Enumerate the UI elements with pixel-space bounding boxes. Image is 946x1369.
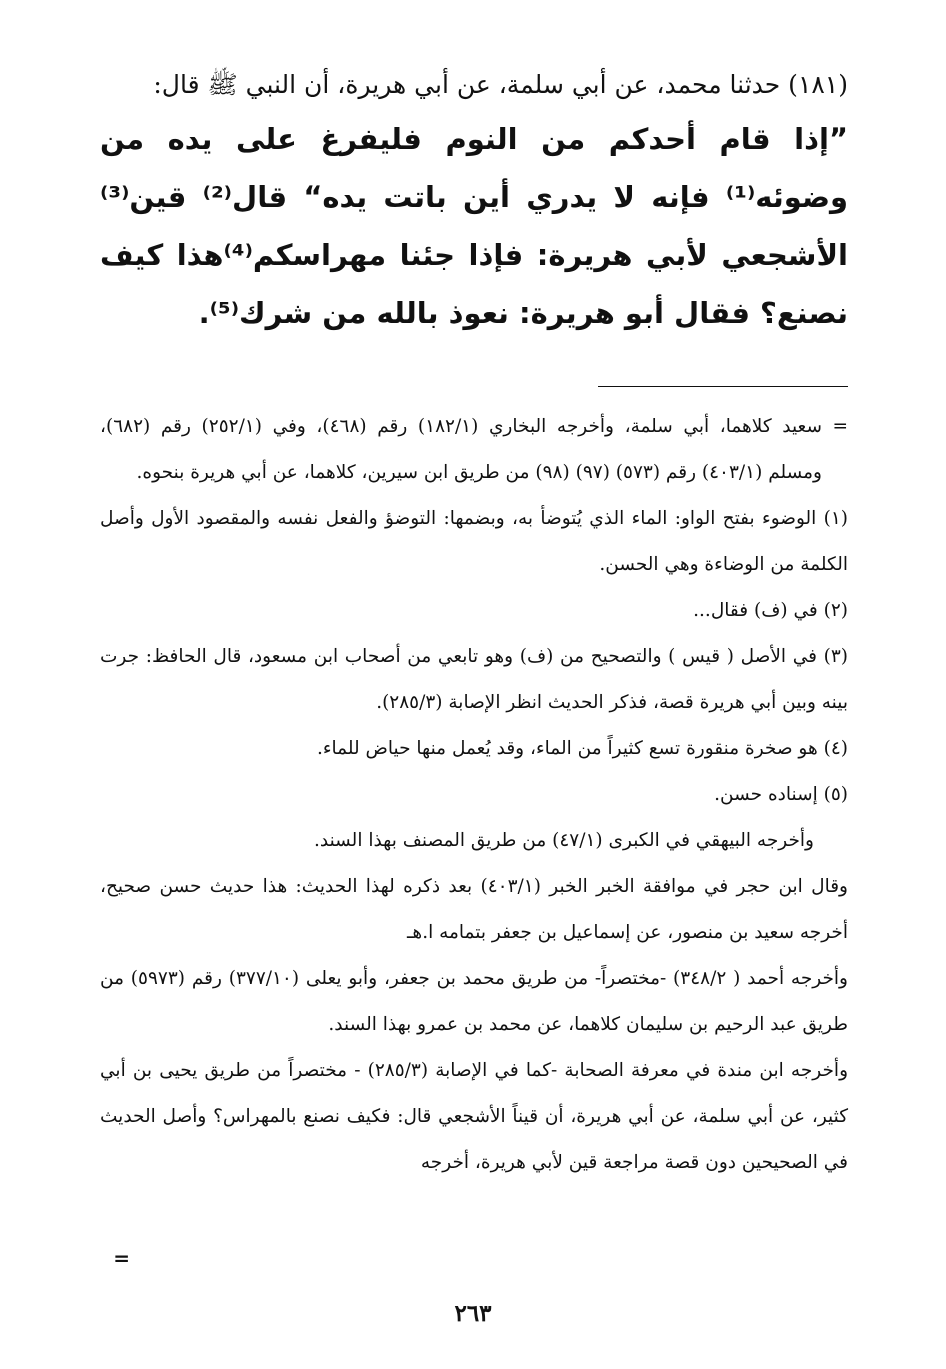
footnote-5-paragraph: وأخرجه أحمد ( ٣٤٨/٢) -مختصراً- من طريق محمد بن جعفر، وأبو يعلى (٣٧٧/١٠) رقم (٥٩٧٣) من طريق عبد الرحيم بن سليمان كلاهما، عن محمد بن عمرو بهذا السند. [100,968,848,1035]
footnote-3: (٣) في الأصل ( قيس ) والتصحيح من (ف) وهو تابعي من أصحاب ابن مسعود، قال الحافظ: جرت بينه وبين أبي هريرة قصة، فذكر الحديث انظر الإصابة (٢٨٥/٣). [100,646,848,713]
footnote-continuation [100,404,848,496]
hadith-isnad: (١٨١) حدثنا محمد، عن أبي سلمة، عن أبي هريرة، أن النبي ﷺ قال: [153,70,848,99]
continued-mark: = [113,1246,130,1270]
footnotes-section [100,404,848,1186]
hadith-matn: ”إذا قام أحدكم من النوم فليفرغ على يده من وضوئه⁽¹⁾ فإنه لا يدري أين باتت يده“ قال⁽²⁾ قين⁽³⁾ الأشجعي لأبي هريرة: فإذا جئنا مهراسكم⁽⁴⁾هذا كيف نصنع؟ فقال أبو هريرة: نعوذ بالله من شرك⁽⁵⁾. [100,122,848,330]
hadith-block [100,60,848,342]
footnote-4: (٤) هو صخرة منقورة تسع كثيراً من الماء، وقد يُعمل منها حياض للماء. [316,738,848,759]
footnote-divider [598,386,848,387]
footnote-1: (١) الوضوء بفتح الواو: الماء الذي يُتوضأ به، وبضمها: التوضؤ والفعل نفسه والمقصود الأول وأصل الكلمة من الوضاءة وهي الحسن. [100,508,848,575]
page-number: ٢٦٣ [454,1300,492,1327]
continuation-mark: = [832,416,848,437]
footnote-2: (٢) في (ف) فقال... [693,600,848,621]
continuation-text: سعيد كلاهما، أبي سلمة، وأخرجه البخاري (١٨٢/١) رقم (٤٦٨)، وفي (٢٥٢/١) رقم (٦٨٢)، ومسلم (٤٠٣/١) رقم (٥٧٣) (٩٧) (٩٨) من طريق ابن سيرين، كلاهما، عن أبي هريرة بنحوه. [100,416,822,483]
footnote-5-paragraph: وأخرجه ابن مندة في معرفة الصحابة -كما في الإصابة (٢٨٥/٣) - مختصراً من طريق يحيى بن أبي كثير، عن أبي سلمة، عن أبي هريرة، أن قيناً الأشجعي قال: فكيف نصنع بالمهراس؟ وأصل الحديث في الصحيحين دون قصة مراجعة قين لأبي هريرة، أخرجه [100,1060,848,1173]
footnote-5: (٥) إسناده حسن. [714,784,848,805]
footnote-5-paragraph: وقال ابن حجر في موافقة الخبر الخبر (٤٠٣/١) بعد ذكره لهذا الحديث: هذا حديث حسن صحيح، أخرجه سعيد بن منصور، عن إسماعيل بن جعفر بتمامه ا.هـ [100,876,848,943]
footnote-5-paragraph: وأخرجه البيهقي في الكبرى (٤٧/١) من طريق المصنف بهذا السند. [314,830,814,851]
